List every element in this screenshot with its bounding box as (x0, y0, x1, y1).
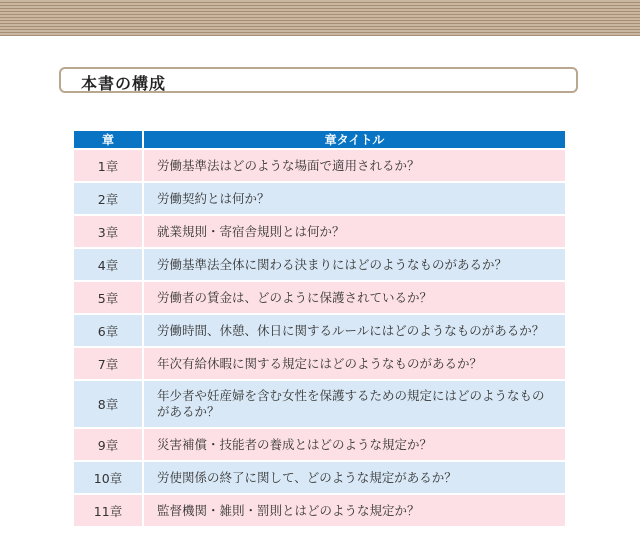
table-header-row (74, 131, 565, 148)
table-row (74, 216, 565, 247)
chapter-number: 11章 (74, 495, 144, 526)
chapter-title: 年次有給休暇に関する規定にはどのようなものがあるか？ (144, 348, 565, 379)
chapter-title: 労使関係の終了に関して、どのような規定があるか？ (144, 462, 565, 493)
chapter-number: 10章 (74, 462, 144, 493)
decorative-top-band (0, 0, 640, 36)
header-chapter-title: 章タイトル (144, 131, 565, 148)
table-row (74, 282, 565, 313)
chapter-title: 労働契約とは何か？ (144, 183, 565, 214)
table-row (74, 150, 565, 181)
table-row (74, 381, 565, 427)
chapter-number: 5章 (74, 282, 144, 313)
chapter-title: 労働基準法全体に関わる決まりにはどのようなものがあるか？ (144, 249, 565, 280)
chapter-title: 監督機関・雑則・罰則とはどのような規定か？ (144, 495, 565, 526)
chapter-number: 1章 (74, 150, 144, 181)
chapter-number: 7章 (74, 348, 144, 379)
chapter-number: 4章 (74, 249, 144, 280)
table-row (74, 348, 565, 379)
chapter-number: 8章 (74, 381, 144, 427)
chapter-title: 年少者や妊産婦を含む女性を保護するための規定にはどのようなものがあるか？ (144, 381, 565, 427)
chapter-number: 9章 (74, 429, 144, 460)
chapter-title: 労働基準法はどのような場面で適用されるか？ (144, 150, 565, 181)
section-title-box (59, 67, 578, 93)
chapter-number: 6章 (74, 315, 144, 346)
chapter-title: 労働者の賃金は、どのように保護されているか？ (144, 282, 565, 313)
table-row (74, 315, 565, 346)
table-row (74, 462, 565, 493)
chapter-number: 2章 (74, 183, 144, 214)
table-row (74, 429, 565, 460)
table-row (74, 495, 565, 526)
page-title: 本書の構成 (81, 74, 167, 93)
chapter-number: 3章 (74, 216, 144, 247)
chapter-title: 労働時間、休憩、休日に関するルールにはどのようなものがあるか？ (144, 315, 565, 346)
chapter-table (74, 129, 565, 528)
table-row (74, 183, 565, 214)
table-row (74, 249, 565, 280)
chapter-title: 就業規則・寄宿舎規則とは何か？ (144, 216, 565, 247)
header-chapter: 章 (74, 131, 144, 148)
chapter-title: 災害補償・技能者の養成とはどのような規定か？ (144, 429, 565, 460)
